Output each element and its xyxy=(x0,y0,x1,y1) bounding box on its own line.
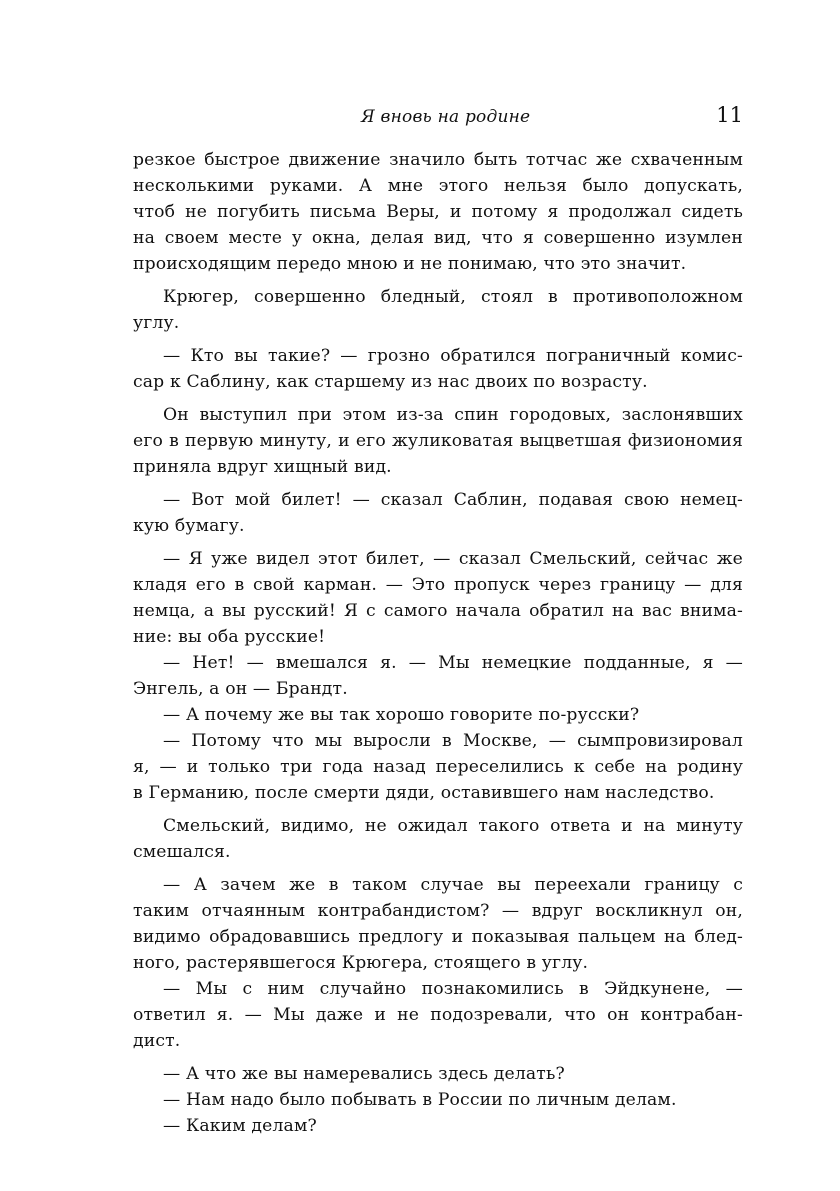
paragraph xyxy=(133,813,743,865)
text-line: кладя его в свой карман. — Это пропуск через границу — для xyxy=(133,575,743,595)
text-line: ного, растерявшегося Крюгера, стоящего в углу. xyxy=(133,953,589,973)
text-line: — А зачем же в таком случае вы переехали границу с xyxy=(163,875,743,895)
body-text xyxy=(133,147,743,1139)
text-line: — Нет! — вмешался я. — Мы немецкие подданные, я — xyxy=(163,653,743,673)
text-line: сар к Саблину, как старшему из нас двоих по возрасту. xyxy=(133,372,648,392)
paragraph xyxy=(133,976,743,1054)
paragraph xyxy=(133,546,743,650)
text-line: Энгель, а он — Брандт. xyxy=(133,679,348,699)
text-line: несколькими руками. А мне этого нельзя было допускать, xyxy=(133,176,743,196)
text-line: — Вот мой билет! — сказал Саблин, подавая свою немец- xyxy=(163,490,743,510)
paragraph xyxy=(133,702,743,728)
text-line: — Потому что мы выросли в Москве, — сымпровизировал xyxy=(163,731,743,751)
text-line: я, — и только три года назад переселились к себе на родину xyxy=(133,757,743,777)
text-line: — Каким делам? xyxy=(163,1116,317,1136)
text-line: — А что же вы намеревались здесь делать? xyxy=(163,1064,565,1084)
text-line: углу. xyxy=(133,313,180,333)
text-line: — Мы с ним случайно познакомились в Эйдкунене, — xyxy=(163,979,743,999)
paragraph xyxy=(133,402,743,480)
paragraph xyxy=(133,1113,743,1139)
running-title: Я вновь на родине xyxy=(361,107,531,127)
text-line: в Германию, после смерти дяди, оставившего нам наследство. xyxy=(133,783,715,803)
text-line: на своем месте у окна, делая вид, что я совершенно изумлен xyxy=(133,228,743,248)
paragraph xyxy=(133,147,743,277)
text-line: видимо обрадовавшись предлогу и показывая пальцем на блед- xyxy=(133,927,743,947)
text-line: Смельский, видимо, не ожидал такого ответа и на минуту xyxy=(163,816,743,836)
paragraph xyxy=(133,284,743,336)
paragraph xyxy=(133,650,743,702)
text-line: происходящим передо мною и не понимаю, что это значит. xyxy=(133,254,687,274)
running-head xyxy=(133,103,743,133)
text-line: дист. xyxy=(133,1031,181,1051)
text-line: кую бумагу. xyxy=(133,516,245,536)
text-line: Крюгер, совершенно бледный, стоял в противоположном xyxy=(163,287,743,307)
text-line: — Кто вы такие? — грозно обратился пограничный комис- xyxy=(163,346,743,366)
paragraph xyxy=(133,1061,743,1087)
text-line: ние: вы оба русские! xyxy=(133,627,326,647)
text-line: резкое быстрое движение значило быть тотчас же схваченным xyxy=(133,150,743,170)
page-number: 11 xyxy=(716,103,743,127)
paragraph xyxy=(133,1087,743,1113)
text-line: таким отчаянным контрабандистом? — вдруг воскликнул он, xyxy=(133,901,743,921)
paragraph xyxy=(133,343,743,395)
text-line: приняла вдруг хищный вид. xyxy=(133,457,392,477)
paragraph xyxy=(133,728,743,806)
text-line: немца, а вы русский! Я с самого начала обратил на вас внима- xyxy=(133,601,743,621)
text-line: ответил я. — Мы даже и не подозревали, что он контрабан- xyxy=(133,1005,743,1025)
text-line: — Нам надо было побывать в России по личным делам. xyxy=(163,1090,677,1110)
paragraph xyxy=(133,872,743,976)
paragraph xyxy=(133,487,743,539)
text-line: его в первую минуту, и его жуликоватая выцветшая физиономия xyxy=(133,431,743,451)
text-line: — Я уже видел этот билет, — сказал Смельский, сейчас же xyxy=(163,549,743,569)
text-line: чтоб не погубить письма Веры, и потому я продолжал сидеть xyxy=(133,202,743,222)
text-line: Он выступил при этом из-за спин городовых, заслонявших xyxy=(163,405,743,425)
text-line: смешался. xyxy=(133,842,231,862)
text-line: — А почему же вы так хорошо говорите по-русски? xyxy=(163,705,640,725)
